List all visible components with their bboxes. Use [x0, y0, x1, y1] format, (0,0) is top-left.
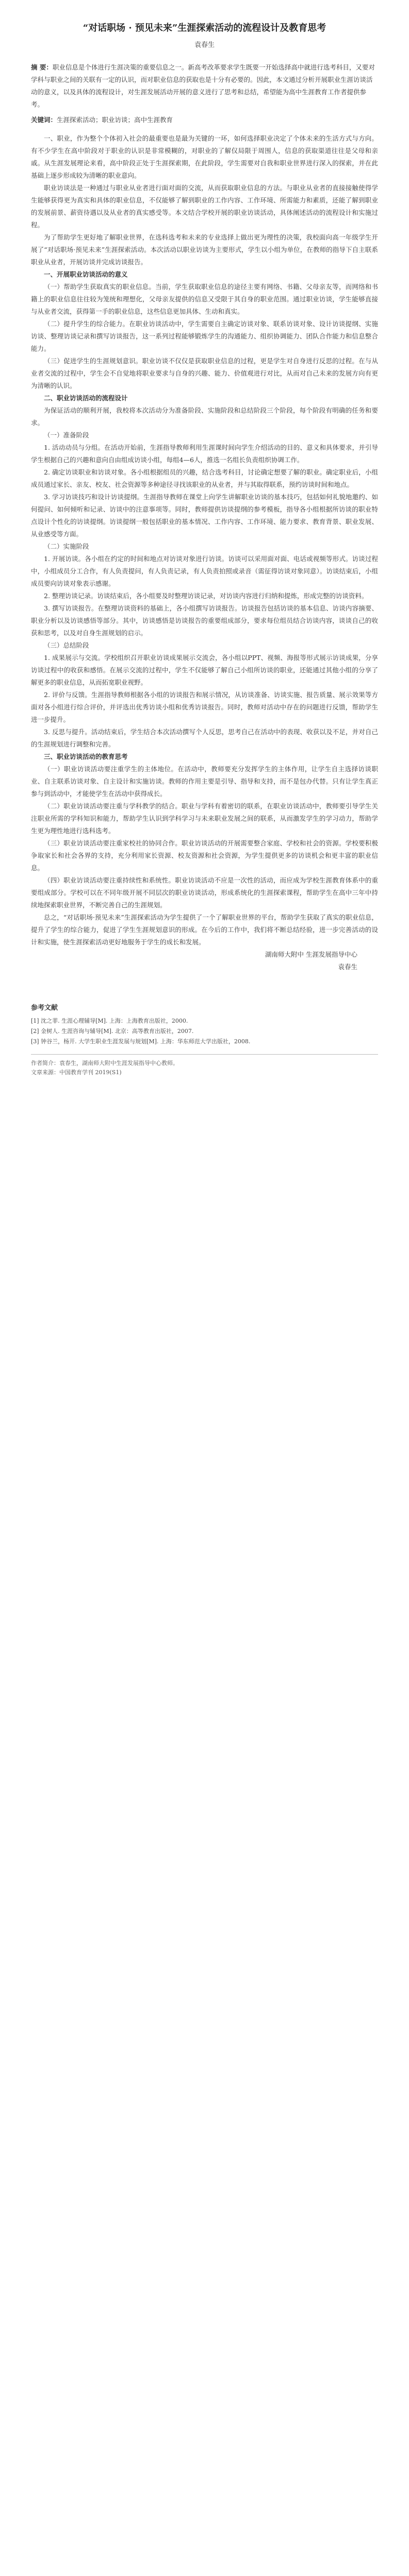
footer-line-1: 作者简介：袁春生，湖南师大附中生涯发展指导中心教师。	[31, 1060, 178, 1066]
footer-line-2: 文章来源：中国教育学刊 2019(S1)	[31, 1069, 122, 1076]
paragraph: （二）提升学生的综合能力。在职业访谈活动中，学生需要自主确定访谈对象、联系访谈对象、设计访谈提纲、实施访谈、整理访谈记录和撰写访谈报告，这一系列过程能够锻炼学生的沟通能力、组织协调能力、团队合作能力和信息整合能力。	[31, 320, 378, 352]
abstract-label: 摘 要：	[31, 63, 53, 71]
paragraph: （一）准备阶段	[44, 431, 89, 439]
signature-name: 袁春生	[338, 963, 357, 971]
keywords-label: 关键词：	[31, 116, 57, 124]
paragraph: 2. 评价与反馈。生涯指导教师根据各小组的访谈报告和展示情况，从访谈准备、访谈实施、报告质量、展示效果等方面对各小组进行综合评价，并评选出优秀访谈小组和优秀访谈报告。同时，教师对活动中存在的问题进行反馈，帮助学生进一步提升。	[31, 691, 378, 723]
paragraph: （三）总结阶段	[44, 641, 89, 649]
article-body	[31, 132, 378, 948]
paragraph: （一）帮助学生获取真实的职业信息。当前，学生获取职业信息的途径主要有网络、书籍、父母亲友等，而网络和书籍上的职业信息往往较为笼统和理想化，父母亲友提供的信息又受限于其自身的职业范围。通过职业访谈，学生能够直接与从业者交流，获得第一手的职业信息，这些信息更加具体、生动和真实。	[31, 283, 378, 315]
paragraph: 3. 学习访谈技巧和设计访谈提纲。生涯指导教师在课堂上向学生讲解职业访谈的基本技巧，包括如何礼貌地邀约、如何提问、如何倾听和记录、访谈中的注意事项等。同时，教师提供访谈提纲的参考模板，指导各小组根据所访谈的职业特点设计个性化的访谈提纲。访谈提纲一般包括职业的基本情况、工作内容、工作环境、能力要求、教育背景、职业发展、从业感受等方面。	[31, 493, 378, 538]
footer-divider	[31, 1054, 378, 1055]
signature-org: 湖南师大附中 生涯发展指导中心	[265, 951, 357, 958]
paragraph: 一、职业，作为整个个体初入社会的最重要也是最为关键的一环，如何选择职业决定了个体未来的生活方式与方向。有不少学生在高中阶段对于职业的认识是非常模糊的，对职业的了解仅局限于周围人，信息的获取渠道往往是父母和亲戚。从生涯发展理论来看，高中阶段正处于生涯探索期，在此阶段，学生需要对自我和职业世界进行深入的探索，并在此基础上逐步形成较为清晰的职业意向。	[31, 134, 378, 179]
abstract	[31, 61, 378, 111]
paragraph: （三）职业访谈活动要注重家校社的协同合作。职业访谈活动的开展需要整合家庭、学校和社会的资源。学校要积极争取家长和社会各界的支持，充分利用家长资源、校友资源和社会资源，为学生提供更多的访谈机会和更丰富的职业信息。	[31, 839, 378, 872]
section-heading: 二、职业访谈活动的流程设计	[44, 394, 128, 402]
reference-item: [3] 钟谷兰，杨开. 大学生职业生涯发展与规划[M]. 上海：华东师范大学出版社，2008.	[31, 1038, 251, 1045]
paragraph: 1. 活动动员与分组。在活动开始前，生涯指导教师利用生涯课时间向学生介绍活动的目的、意义和具体要求，并引导学生根据自己的兴趣和意向自由组成访谈小组，每组4—6人，推选一名组长负责组织协调工作。	[31, 444, 378, 464]
paragraph: （三）促进学生的生涯规划意识。职业访谈不仅仅是获取职业信息的过程，更是学生对自身进行反思的过程。在与从业者交流的过程中，学生会不自觉地将职业要求与自身的兴趣、能力、价值观进行对比，从而对自己未来的发展方向有更为清晰的认识。	[31, 357, 378, 389]
paragraph: 1. 成果展示与交流。学校组织召开职业访谈成果展示交流会，各小组以PPT、视频、海报等形式展示访谈成果，分享访谈过程中的收获和感悟。在展示交流的过程中，学生不仅能够了解自己小组所访谈的职业，还能通过其他小组的分享了解更多的职业信息，从而拓宽职业视野。	[31, 654, 378, 686]
section-heading: 三、职业访谈活动的教育思考	[44, 753, 128, 760]
paragraph: 总之，“对话职场·预见未来”生涯探索活动为学生提供了一个了解职业世界的平台，帮助学生获取了真实的职业信息，提升了学生的综合能力，促进了学生生涯规划意识的形成。在今后的工作中，我们将不断总结经验，进一步完善活动的设计和实施，使生涯探索活动更好地服务于学生的成长和发展。	[31, 913, 378, 946]
paragraph: （二）实施阶段	[44, 543, 89, 550]
paragraph: （二）职业访谈活动要注重与学科教学的结合。职业与学科有着密切的联系，在职业访谈活动中，教师要引导学生关注职业所需的学科知识和能力，帮助学生认识到学科学习与未来职业发展之间的联系，从而激发学生的学习动力，帮助学生更为理性地进行选科选考。	[31, 802, 378, 835]
reference-item: [2] 金树人. 生涯咨询与辅导[M]. 北京：高等教育出版社，2007.	[31, 1028, 194, 1035]
paragraph: 为保证活动的顺利开展，我校将本次活动分为准备阶段、实施阶段和总结阶段三个阶段，每个阶段有明确的任务和要求。	[31, 406, 378, 427]
paragraph: 1. 开展访谈。各小组在约定的时间和地点对访谈对象进行访谈。访谈可以采用面对面、电话或视频等形式。访谈过程中，小组成员分工合作，有人负责提问，有人负责记录，有人负责拍照或录音（需征得访谈对象同意）。访谈结束后，小组成员要向访谈对象表示感谢。	[31, 555, 378, 587]
footer	[31, 1059, 378, 1077]
keywords-text: 生涯探索活动；职业访谈；高中生涯教育	[57, 116, 173, 124]
paragraph: （四）职业访谈活动要注重持续性和系统性。职业访谈活动不应是一次性的活动，而应成为学校生涯教育体系中的重要组成部分。学校可以在不同年级开展不同层次的职业访谈活动，形成系统化的生涯探索课程，帮助学生在高中三年中持续地探索职业世界，不断完善自己的生涯规划。	[31, 876, 378, 909]
paragraph: 3. 撰写访谈报告。在整理访谈资料的基础上，各小组撰写访谈报告。访谈报告包括访谈的基本信息、访谈内容摘要、职业分析以及访谈感悟等部分。其中，访谈感悟是访谈报告的重要组成部分，要求每位组员结合访谈内容，谈谈自己的收获和思考，以及对自身生涯规划的启示。	[31, 604, 378, 637]
article-author: 袁春生	[194, 41, 215, 49]
article-title: “对话职场 · 预见未来”生涯探索活动的流程设计及教育思考	[83, 23, 326, 33]
paragraph: 2. 确定访谈职业和访谈对象。各小组根据组员的兴趣，结合选考科目，讨论确定想要了解的职业。确定职业后，小组成员通过家长、亲友、校友、社会资源等多种途径寻找该职业的从业者，并与其取得联系，预约访谈时间和地点。	[31, 468, 378, 488]
keywords	[31, 114, 378, 126]
paragraph: 职业访谈法是一种通过与职业从业者进行面对面的交流，从而获取职业信息的方法。与职业从业者的直接接触使得学生能够获得更为真实和具体的职业信息，不仅能够了解到职业的工作内容、工作环境、所需能力和素质，还能了解到职业的发展前景、薪资待遇以及从业者的真实感受等。本文结合学校开展的职业访谈活动，具体阐述活动的流程设计和实施过程。	[31, 184, 378, 229]
reference-item: [1] 沈之菲. 生涯心理辅导[M]. 上海：上海教育出版社，2000.	[31, 1018, 188, 1024]
paragraph: 2. 整理访谈记录。访谈结束后，各小组要及时整理访谈记录，对访谈内容进行归纳和提炼，形成完整的访谈资料。	[44, 592, 368, 600]
references-title: 参考文献	[31, 1004, 58, 1012]
abstract-text: 职业信息是个体进行生涯决策的重要信息之一。新高考改革要求学生既要一开始选择高中就进行选考科目，又要对学科与职业之间的关联有一定的认识，而对职业信息的获取也是十分有必要的。因此，本文通过分析开展职业生涯访谈活动的意义，以及具体的流程设计，对生涯发展活动开展的意义进行了思考和总结，希望能为高中生涯教育工作者提供参考。	[31, 63, 375, 108]
paragraph: 3. 反思与提升。活动结束后，学生结合本次活动撰写个人反思，思考自己在活动中的表现、收获以及不足，并对自己的生涯规划进行调整和完善。	[31, 728, 378, 748]
signature	[31, 948, 378, 973]
paragraph: （一）职业访谈活动要注重学生的主体地位。在活动中，教师要充分发挥学生的主体作用，让学生自主选择访谈职业、自主联系访谈对象、自主设计和实施访谈。教师的作用主要是引导、指导和支持，而不是包办代替。只有让学生真正参与到活动中，才能使学生在活动中获得成长。	[31, 765, 378, 798]
section-heading: 一、开展职业访谈活动的意义	[44, 270, 128, 278]
references-list	[31, 1016, 378, 1047]
paragraph: 为了帮助学生更好地了解职业世界，在选科选考和未来的专业选择上做出更为理性的决策，我校面向高一年级学生开展了“对话职场·预见未来”生涯探索活动。本次活动以职业访谈为主要形式，学生以小组为单位，在教师的指导下自主联系职业从业者，开展访谈并完成访谈报告。	[31, 233, 378, 266]
